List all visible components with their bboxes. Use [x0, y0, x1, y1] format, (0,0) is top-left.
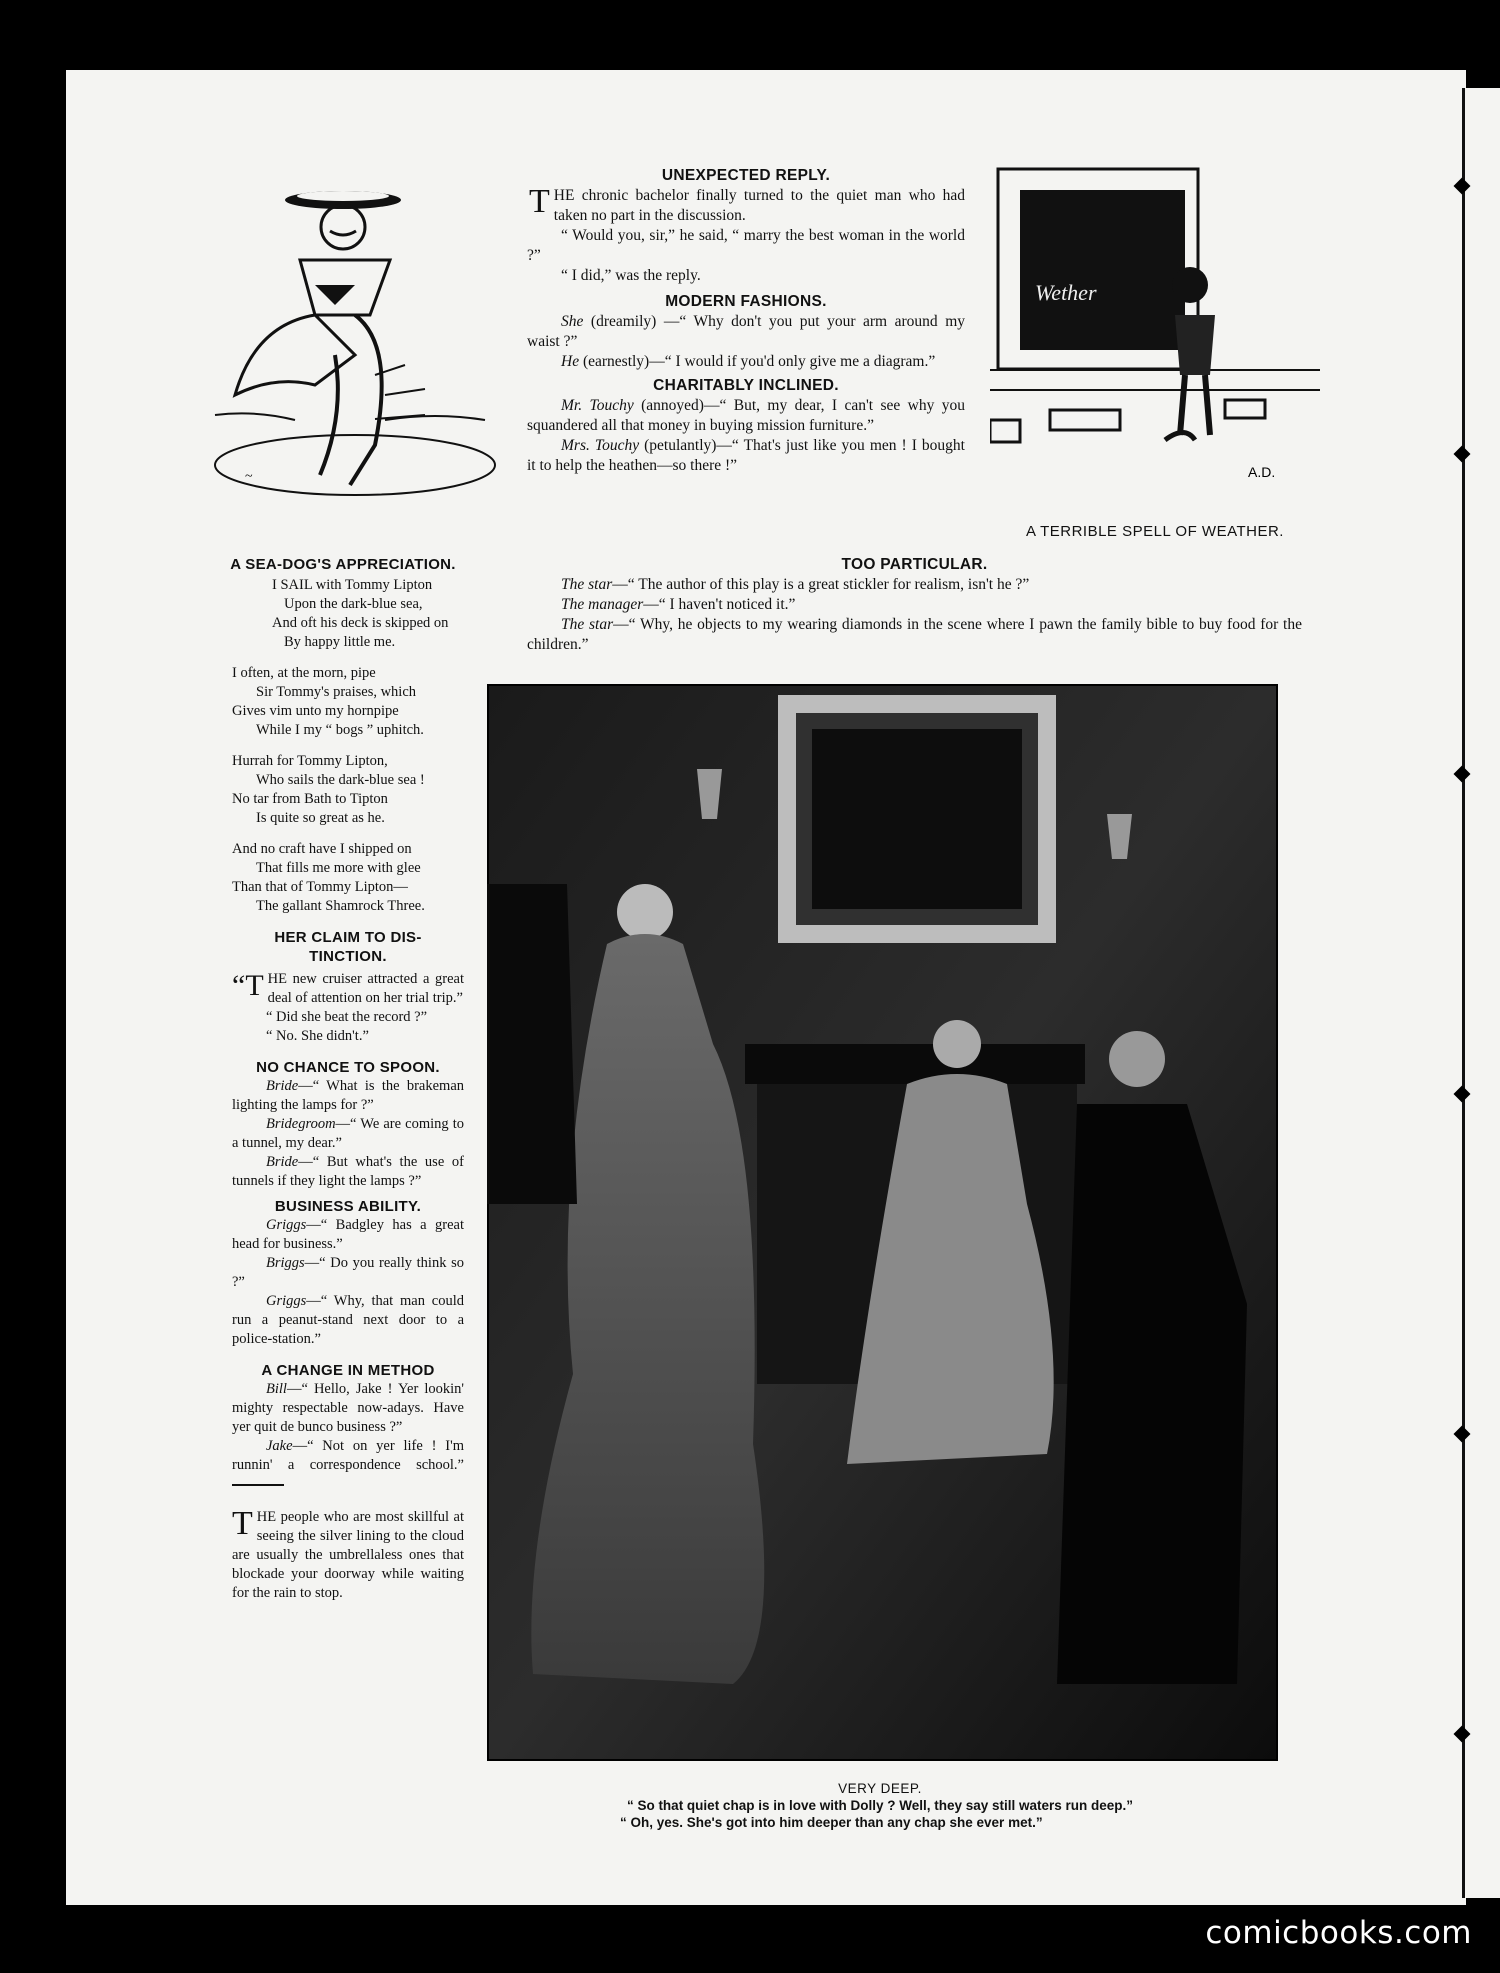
charitably-inclined-title: CHARITABLY INCLINED. [653, 377, 839, 394]
left-column: A SEA-DOG'S APPRECIATION. I SAIL with Tommy Lipton Upon the dark-blue sea, And oft his deck is skipped on By happy little me. I often, at the morn, pipe Sir Tommy's praises, which Gives vim unto my hornpipe While I my “ bogs ” uphitch. Hurrah for Tommy Lipton, Who sails the dark-blue sea ! No tar from Bath to Tipton Is quite so great as he. And no craft have I shipped on That fills me more with glee Than that of Tommy Lipton— The gallant Shamrock Three. HER CLAIM TO DIS-TINCTION. “THE new cruiser attracted a great deal of attention on her trial trip.” “ Did she beat the record ?” “ No. She didn't.” NO CHANCE TO SPOON. Bride—“ What is the brakeman lighting the lamps for ?” Bridegroom—“ We are coming to a tunnel, my dear.” Bride—“ But what's the use of tunnels if they light the lamps ?” BUSINESS ABILITY. Griggs—“ Badgley has a great head for business.” Briggs—“ Do you really think so ?” Griggs—“ Why, that man could run a peanut-stand next door to a police-station.” A CHANGE IN METHOD Bill—“ Hello, Jake ! Yer lookin' mighty respectable now-adays. Have yer quit de bunco business ?” Jake—“ Not on yer life ! I'm runnin' a correspondence school.” THE people who are most skillful at seeing the silver lining to the cloud are usually the umbrellaless ones that blockade your doorway while waiting for the rain to stop. [232, 555, 464, 1603]
too-particular: TOO PARTICULAR. The star—“ The author of this play is a great stickler for realism, isn't he ?” The manager—“ I haven't noticed it.” The star—“ Why, he objects to my wearing diamonds in the scene where I pawn the family bible to buy food for the children.” [527, 556, 1302, 653]
middle-column: UNEXPECTED REPLY. THE chronic bachelor finally turned to the quiet man who had taken no part in the discussion. “ Would you, sir,” he said, “ marry the best woman in the world ?” “ I did,” was the reply. MODERN FASHIONS. She (dreamily) —“ Why don't you put your arm around my waist ?” He (earnestly)—“ I would if you'd only give me a diagram.” CHARITABLY INCLINED. Mr. Touchy (annoyed)—“ But, my dear, I can't see why you squandered all that money in buying mission furniture.” Mrs. Touchy (petulantly)—“ That's just like you men ! I bought it to help the heathen—so there !” [527, 167, 966, 474]
sea-dog-title: A SEA-DOG'S APPRECIATION. [230, 556, 456, 573]
too-particular-title: TOO PARTICULAR. [841, 556, 988, 573]
modern-fashions-title: MODERN FASHIONS. [665, 293, 827, 310]
unexpected-reply-text: HE chronic bachelor finally turned to the quiet man who had taken no part in the discussion. [553, 187, 965, 224]
unexpected-reply-title: UNEXPECTED REPLY. [661, 167, 831, 184]
sailor-illustration [205, 165, 505, 535]
chalkboard-word: Wether [1035, 280, 1097, 305]
silver-lining-text: HE people who are most skillful at seeing the silver lining to the cloud are usually the umbrellaless ones that blockade your doorway while waiting for the rain to stop. [232, 1509, 464, 1601]
parlor-scene-illustration [487, 684, 1278, 1761]
watermark: comicbooks.com [1205, 1915, 1472, 1951]
very-deep-title: VERY DEEP. [838, 1781, 922, 1796]
method-title: A CHANGE IN METHOD [261, 1362, 435, 1379]
next-page-edge [1462, 88, 1500, 1898]
chalkboard-illustration [990, 165, 1330, 505]
spoon-title: NO CHANCE TO SPOON. [256, 1059, 440, 1076]
divider [232, 1484, 284, 1486]
business-title: BUSINESS ABILITY. [274, 1198, 422, 1215]
weather-caption: A TERRIBLE SPELL OF WEATHER. [1026, 523, 1284, 540]
svg-text:~: ~ [245, 469, 253, 484]
claim-title: HER CLAIM TO DIS-TINCTION. [274, 929, 422, 965]
artist-signature: A.D. [1248, 464, 1276, 480]
very-deep-caption: VERY DEEP. “ So that quiet chap is in love with Dolly ? Well, they say still waters run deep.” “ Oh, yes. She's got into him deeper than any chap she ever met.” [520, 1780, 1240, 1831]
sea-dog-poem: I SAIL with Tommy Lipton Upon the dark-blue sea, And oft his deck is skipped on By happy little me. I often, at the morn, pipe Sir Tommy's praises, which Gives vim unto my hornpipe While I my “ bogs ” uphitch. Hurrah for Tommy Lipton, Who sails the dark-blue sea ! No tar from Bath to Tipton Is quite so great as he. And no craft have I shipped on That fills me more with glee Than that of Tommy Lipton— The gallant Shamrock Three. [232, 577, 449, 914]
